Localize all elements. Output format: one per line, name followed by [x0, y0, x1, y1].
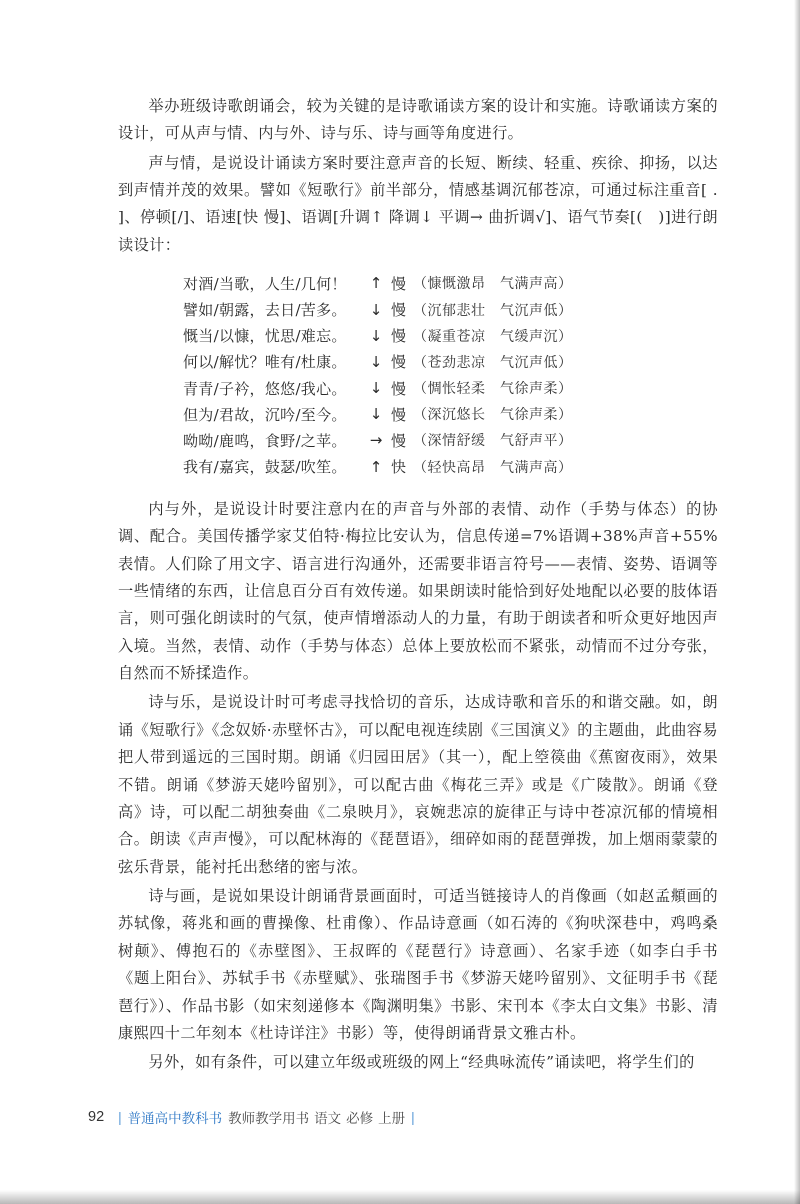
- page-footer: [88, 1107, 421, 1127]
- poem-line: [183, 270, 718, 296]
- intonation-arrow-icon: ↓: [369, 379, 383, 398]
- paragraph-inner-outer: 内与外，是说设计时要注意内在的声音与外部的表情、动作（手势与体态）的协调、配合。美国传播学家艾伯特·梅拉比安认为，信息传递=7%语调+38%声音+55%表情。人们除了用文字、语言进行沟通外，还需要非语言符号——表情、姿势、语调等一些情绪的东西，让信息百分百有效传递。如果朗读时能恰到好处地配以必要的肢体语言，则可强化朗读时的气氛，使声情增添动人的力量，有助于朗读者和听众更好地因声入境。当然，表情、动作（手势与体态）总体上要放松而不紧张，动情而不过分夸张，自然而不矫揉造作。: [118, 499, 718, 683]
- intonation-arrow-icon: ↑: [369, 274, 383, 293]
- poem-line-note: （深沉悠长 气徐声柔）: [413, 407, 573, 424]
- poem-line: [183, 401, 718, 427]
- footer-separator: |: [118, 1109, 122, 1125]
- footer-end-separator: |: [411, 1109, 415, 1125]
- poem-line-speed: 快: [391, 458, 407, 477]
- poem-line-note: （惆怅轻柔 气徐声柔）: [413, 381, 573, 398]
- poem-line-speed: 慢: [391, 327, 407, 346]
- poem-line: [183, 323, 718, 349]
- poem-line: [183, 454, 718, 480]
- poem-line-speed: 慢: [391, 274, 407, 293]
- poem-line-note: （凝重苍凉 气缓声沉）: [413, 328, 573, 345]
- intonation-arrow-icon: →: [369, 431, 383, 450]
- intonation-arrow-icon: ↓: [369, 405, 383, 424]
- poem-line-text: 青青/子衿，悠悠/我心。: [183, 379, 347, 398]
- poem-line-text: 呦呦/鹿鸣，食野/之苹。: [183, 431, 347, 450]
- poem-line-note: （慷慨激昂 气满声高）: [413, 276, 573, 293]
- poem-line: [183, 349, 718, 375]
- poem-line-note: （苍劲悲凉 气沉声低）: [413, 354, 573, 371]
- page-bottom-shadow: [0, 1190, 800, 1204]
- paragraph-poetry-music: 诗与乐，是说设计时可考虑寻找恰切的音乐，达成诗歌和音乐的和谐交融。如，朗诵《短歌行》《念奴娇·赤壁怀古》，可以配电视连续剧《三国演义》的主题曲，此曲容易把人带到遥远的三国时期。朗诵《归园田居》（其一），配上箜篌曲《蕉窗夜雨》，效果不错。朗诵《梦游天姥吟留别》，可以配古曲《梅花三弄》或是《广陵散》。朗诵《登高》诗，可以配二胡独奏曲《二泉映月》，哀婉悲凉的旋律正与诗中苍凉沉郁的情境相合。朗读《声声慢》，可以配林海的《琵琶语》，细碎如雨的琵琶弹拨，加上烟雨蒙蒙的弦乐背景，能衬托出愁绪的密与浓。: [118, 693, 718, 876]
- poem-line: [183, 427, 718, 453]
- page-number: 92: [88, 1109, 105, 1125]
- poem-line: [183, 375, 718, 401]
- intonation-arrow-icon: ↓: [369, 326, 383, 345]
- poem-line-speed: 慢: [391, 301, 407, 320]
- footer-subject: 语文: [314, 1111, 342, 1126]
- poem-line-note: （沉郁悲壮 气沉声低）: [413, 302, 573, 319]
- poem-line-speed: 慢: [391, 353, 407, 372]
- poem-line-note: （轻快高昂 气满声高）: [413, 459, 573, 476]
- footer-series: 普通高中教科书: [127, 1111, 223, 1126]
- poem-line-text: 但为/君故，沉吟/至今。: [183, 405, 347, 424]
- footer-volume: 上册: [378, 1111, 406, 1126]
- page-content: [118, 93, 718, 1078]
- poem-annotated: [183, 270, 718, 480]
- poem-line-text: 对酒/当歌，人生/几何！: [183, 274, 347, 293]
- poem-line-text: 慨当/以慷，忧思/难忘。: [183, 327, 347, 346]
- poem-line-text: 譬如/朝露，去日/苦多。: [183, 301, 347, 320]
- poem-line-text: 我有/嘉宾，鼓瑟/吹笙。: [183, 458, 347, 477]
- poem-line-speed: 慢: [391, 379, 407, 398]
- footer-module: 必修: [346, 1111, 374, 1126]
- poem-line-note: （深情舒缓 气舒声平）: [413, 433, 573, 450]
- paragraph-sound-emotion: 声与情，是说设计诵读方案时要注意声音的长短、断续、轻重、疾徐、抑扬，以达到声情并茂的效果。譬如《短歌行》前半部分，情感基调沉郁苍凉，可通过标注重音[ . ]、停顿[/]、语速[快 慢]、语调[升调↑ 降调↓ 平调→ 曲折调√]、语气节奏[( )]进行朗读设计：: [118, 153, 718, 254]
- paragraph-intro: 举办班级诗歌朗诵会，较为关键的是诗歌诵读方案的设计和实施。诗歌诵读方案的设计，可从声与情、内与外、诗与乐、诗与画等角度进行。: [118, 97, 718, 143]
- poem-line-text: 何以/解忧？唯有/杜康。: [183, 353, 347, 372]
- page-edge-shadow: [794, 0, 800, 1204]
- intonation-arrow-icon: ↓: [369, 352, 383, 371]
- poem-line-speed: 慢: [391, 405, 407, 424]
- paragraph-additional: 另外，如有条件，可以建立年级或班级的网上“经典咏流传”诵读吧，将学生们的: [148, 1053, 695, 1072]
- footer-book: 教师教学用书: [228, 1111, 310, 1126]
- poem-line-speed: 慢: [391, 431, 407, 450]
- poem-line: [183, 296, 718, 322]
- paragraph-poetry-painting: 诗与画，是说如果设计朗诵背景画面时，可适当链接诗人的肖像画（如赵孟頫画的苏轼像，蒋兆和画的曹操像、杜甫像）、作品诗意画（如石涛的《狗吠深巷中，鸡鸣桑树颠》、傅抱石的《赤壁图》、王叔晖的《琵琶行》诗意画）、名家手迹（如李白手书《题上阳台》、苏轼手书《赤壁赋》、张瑞图手书《梦游天姥吟留别》、文征明手书《琵琶行》）、作品书影（如宋刻递修本《陶渊明集》书影、宋刊本《李太白文集》书影、清康熙四十二年刻本《杜诗详注》书影）等，使得朗诵背景文雅古朴。: [118, 887, 718, 1043]
- intonation-arrow-icon: ↓: [369, 300, 383, 319]
- intonation-arrow-icon: ↑: [369, 457, 383, 476]
